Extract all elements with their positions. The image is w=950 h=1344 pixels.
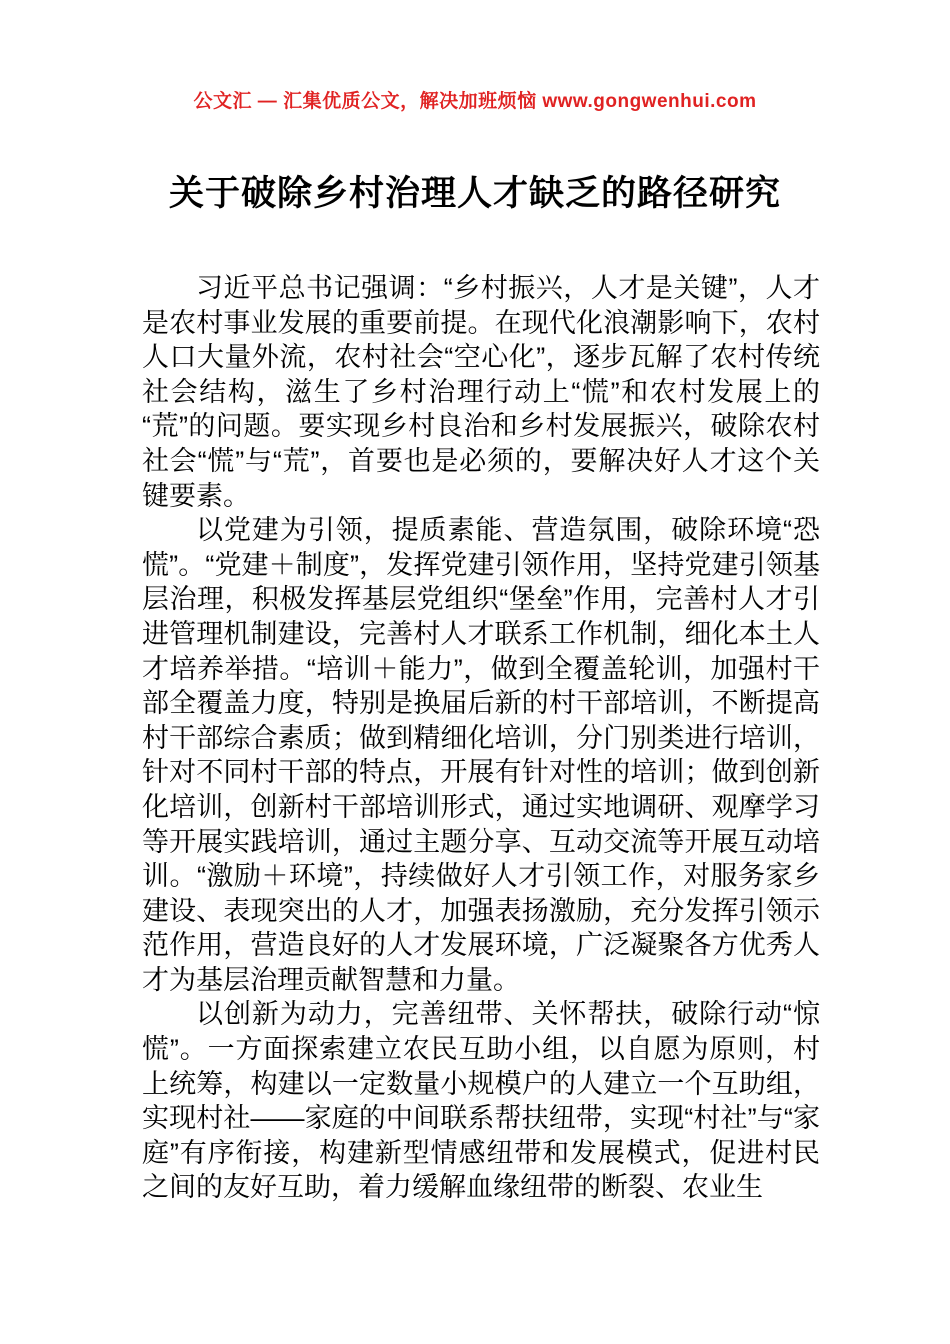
body-paragraph-1: 习近平总书记强调：“乡村振兴，人才是关键”，人才是农村事业发展的重要前提。在现代化浪潮影响下，农村人口大量外流，农村社会“空心化”，逐步瓦解了农村传统社会结构，滋生了乡村治理行动上“慌”和农村发展上的“荒”的问题。要实现乡村良治和乡村发展振兴，破除农村社会“慌”与“荒”，首要也是必须的，要解决好人才这个关键要素。 bbox=[142, 273, 820, 511]
document-body bbox=[142, 271, 820, 1205]
body-paragraph-3: 以创新为动力，完善纽带、关怀帮扶，破除行动“惊慌”。一方面探索建立农民互助小组，以自愿为原则，村上统筹，构建以一定数量小规模户的人建立一个互助组，实现村社——家庭的中间联系帮扶纽带，实现“村社”与“家庭”有序衔接，构建新型情感纽带和发展模式，促进村民之间的友好互助，着力缓解血缘纽带的断裂、农业生 bbox=[142, 999, 820, 1203]
watermark-text: 公文汇 — 汇集优质公文，解决加班烦恼 www.gongwenhui.com bbox=[193, 91, 757, 112]
site-watermark bbox=[0, 86, 950, 113]
body-paragraph-2: 以党建为引领，提质素能、营造氛围，破除环境“恐慌”。“党建＋制度”，发挥党建引领作用，坚持党建引领基层治理，积极发挥基层党组织“堡垒”作用，完善村人才引进管理机制建设，完善村人才联系工作机制，细化本土人才培养举措。“培训＋能力”，做到全覆盖轮训，加强村干部全覆盖力度，特别是换届后新的村干部培训，不断提高村干部综合素质；做到精细化培训，分门别类进行培训，针对不同村干部的特点，开展有针对性的培训；做到创新化培训，创新村干部培训形式，通过实地调研、观摩学习等开展实践培训，通过主题分享、互动交流等开展互动培训。“激励＋环境”，持续做好人才引领工作，对服务家乡建设、表现突出的人才，加强表扬激励，充分发挥引领示范作用，营造良好的人才发展环境，广泛凝聚各方优秀人才为基层治理贡献智慧和力量。 bbox=[142, 515, 820, 995]
document-title: 关于破除乡村治理人才缺乏的路径研究 bbox=[168, 174, 781, 213]
